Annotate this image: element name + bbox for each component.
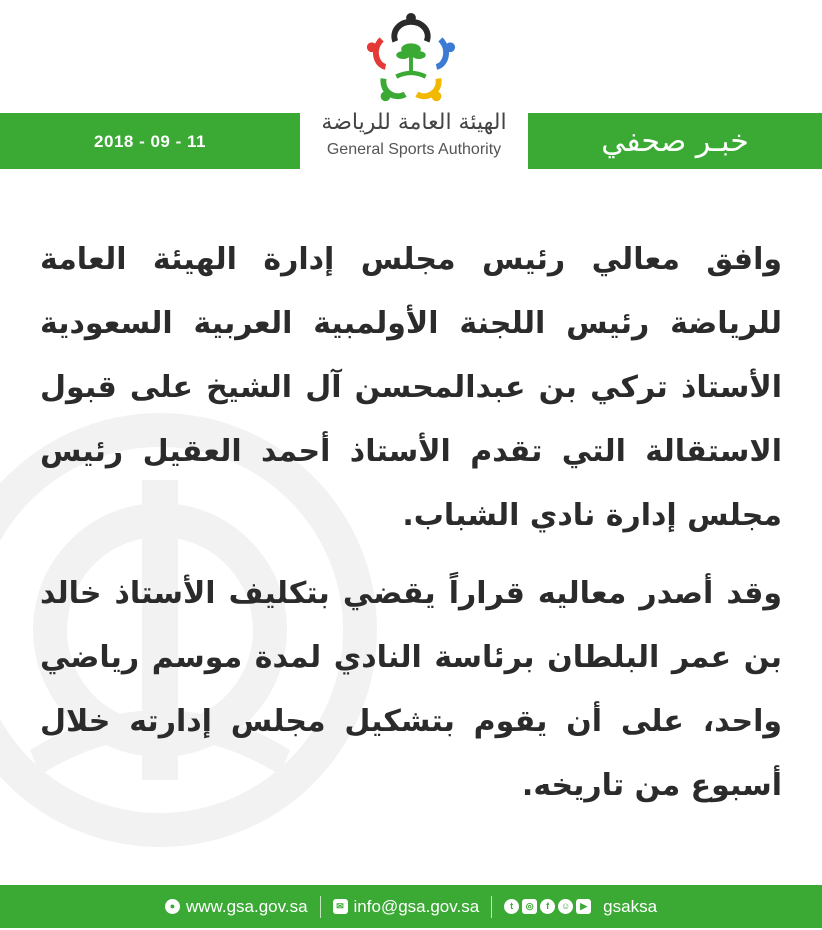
press-release-body (40, 228, 782, 832)
social-icons (504, 899, 591, 914)
globe-icon: ● (165, 899, 180, 914)
facebook-icon[interactable]: f (540, 899, 555, 914)
website-url[interactable]: www.gsa.gov.sa (185, 896, 308, 916)
footer-handle[interactable] (504, 897, 657, 917)
footer-email[interactable] (333, 897, 480, 917)
paragraph-2: وقد أصدر معاليه قراراً يقضي بتكليف الأستاذ خالد بن عمر البلطان برئاسة النادي لمدة موسم رياضي واحد، على أن يقوم بتشكيل مجلس إدارته خلال أسبوع من تاريخه. (40, 576, 782, 803)
social-handle[interactable]: gsaksa (603, 896, 658, 916)
gsa-logo (362, 10, 460, 108)
brand-name-english: General Sports Authority (326, 141, 502, 158)
twitter-icon[interactable]: t (504, 899, 519, 914)
instagram-icon[interactable]: ◎ (522, 899, 537, 914)
brand-name-arabic: الهيئة العامة للرياضة (321, 110, 507, 135)
footer-website[interactable] (165, 897, 308, 917)
email-address[interactable]: info@gsa.gov.sa (353, 896, 480, 916)
paragraph-1: وافق معالي رئيس مجلس إدارة الهيئة العامة للرياضة رئيس اللجنة الأولمبية العربية السعودية الأستاذ تركي بن عبدالمحسن آل الشيخ على قبول الاستقالة التي تقدم الأستاذ أحمد العقيل رئيس مجلس إدارة نادي الشباب. (40, 242, 782, 533)
footer-divider (320, 896, 321, 918)
youtube-icon[interactable]: ▶ (576, 899, 591, 914)
footer-divider (491, 896, 492, 918)
snapchat-icon[interactable]: ☺ (558, 899, 573, 914)
release-date: 2018 - 09 - 11 (94, 132, 206, 151)
mail-icon: ✉ (333, 899, 348, 914)
press-release-label: خبـر صحفي (601, 123, 749, 159)
footer-bar (0, 885, 822, 928)
